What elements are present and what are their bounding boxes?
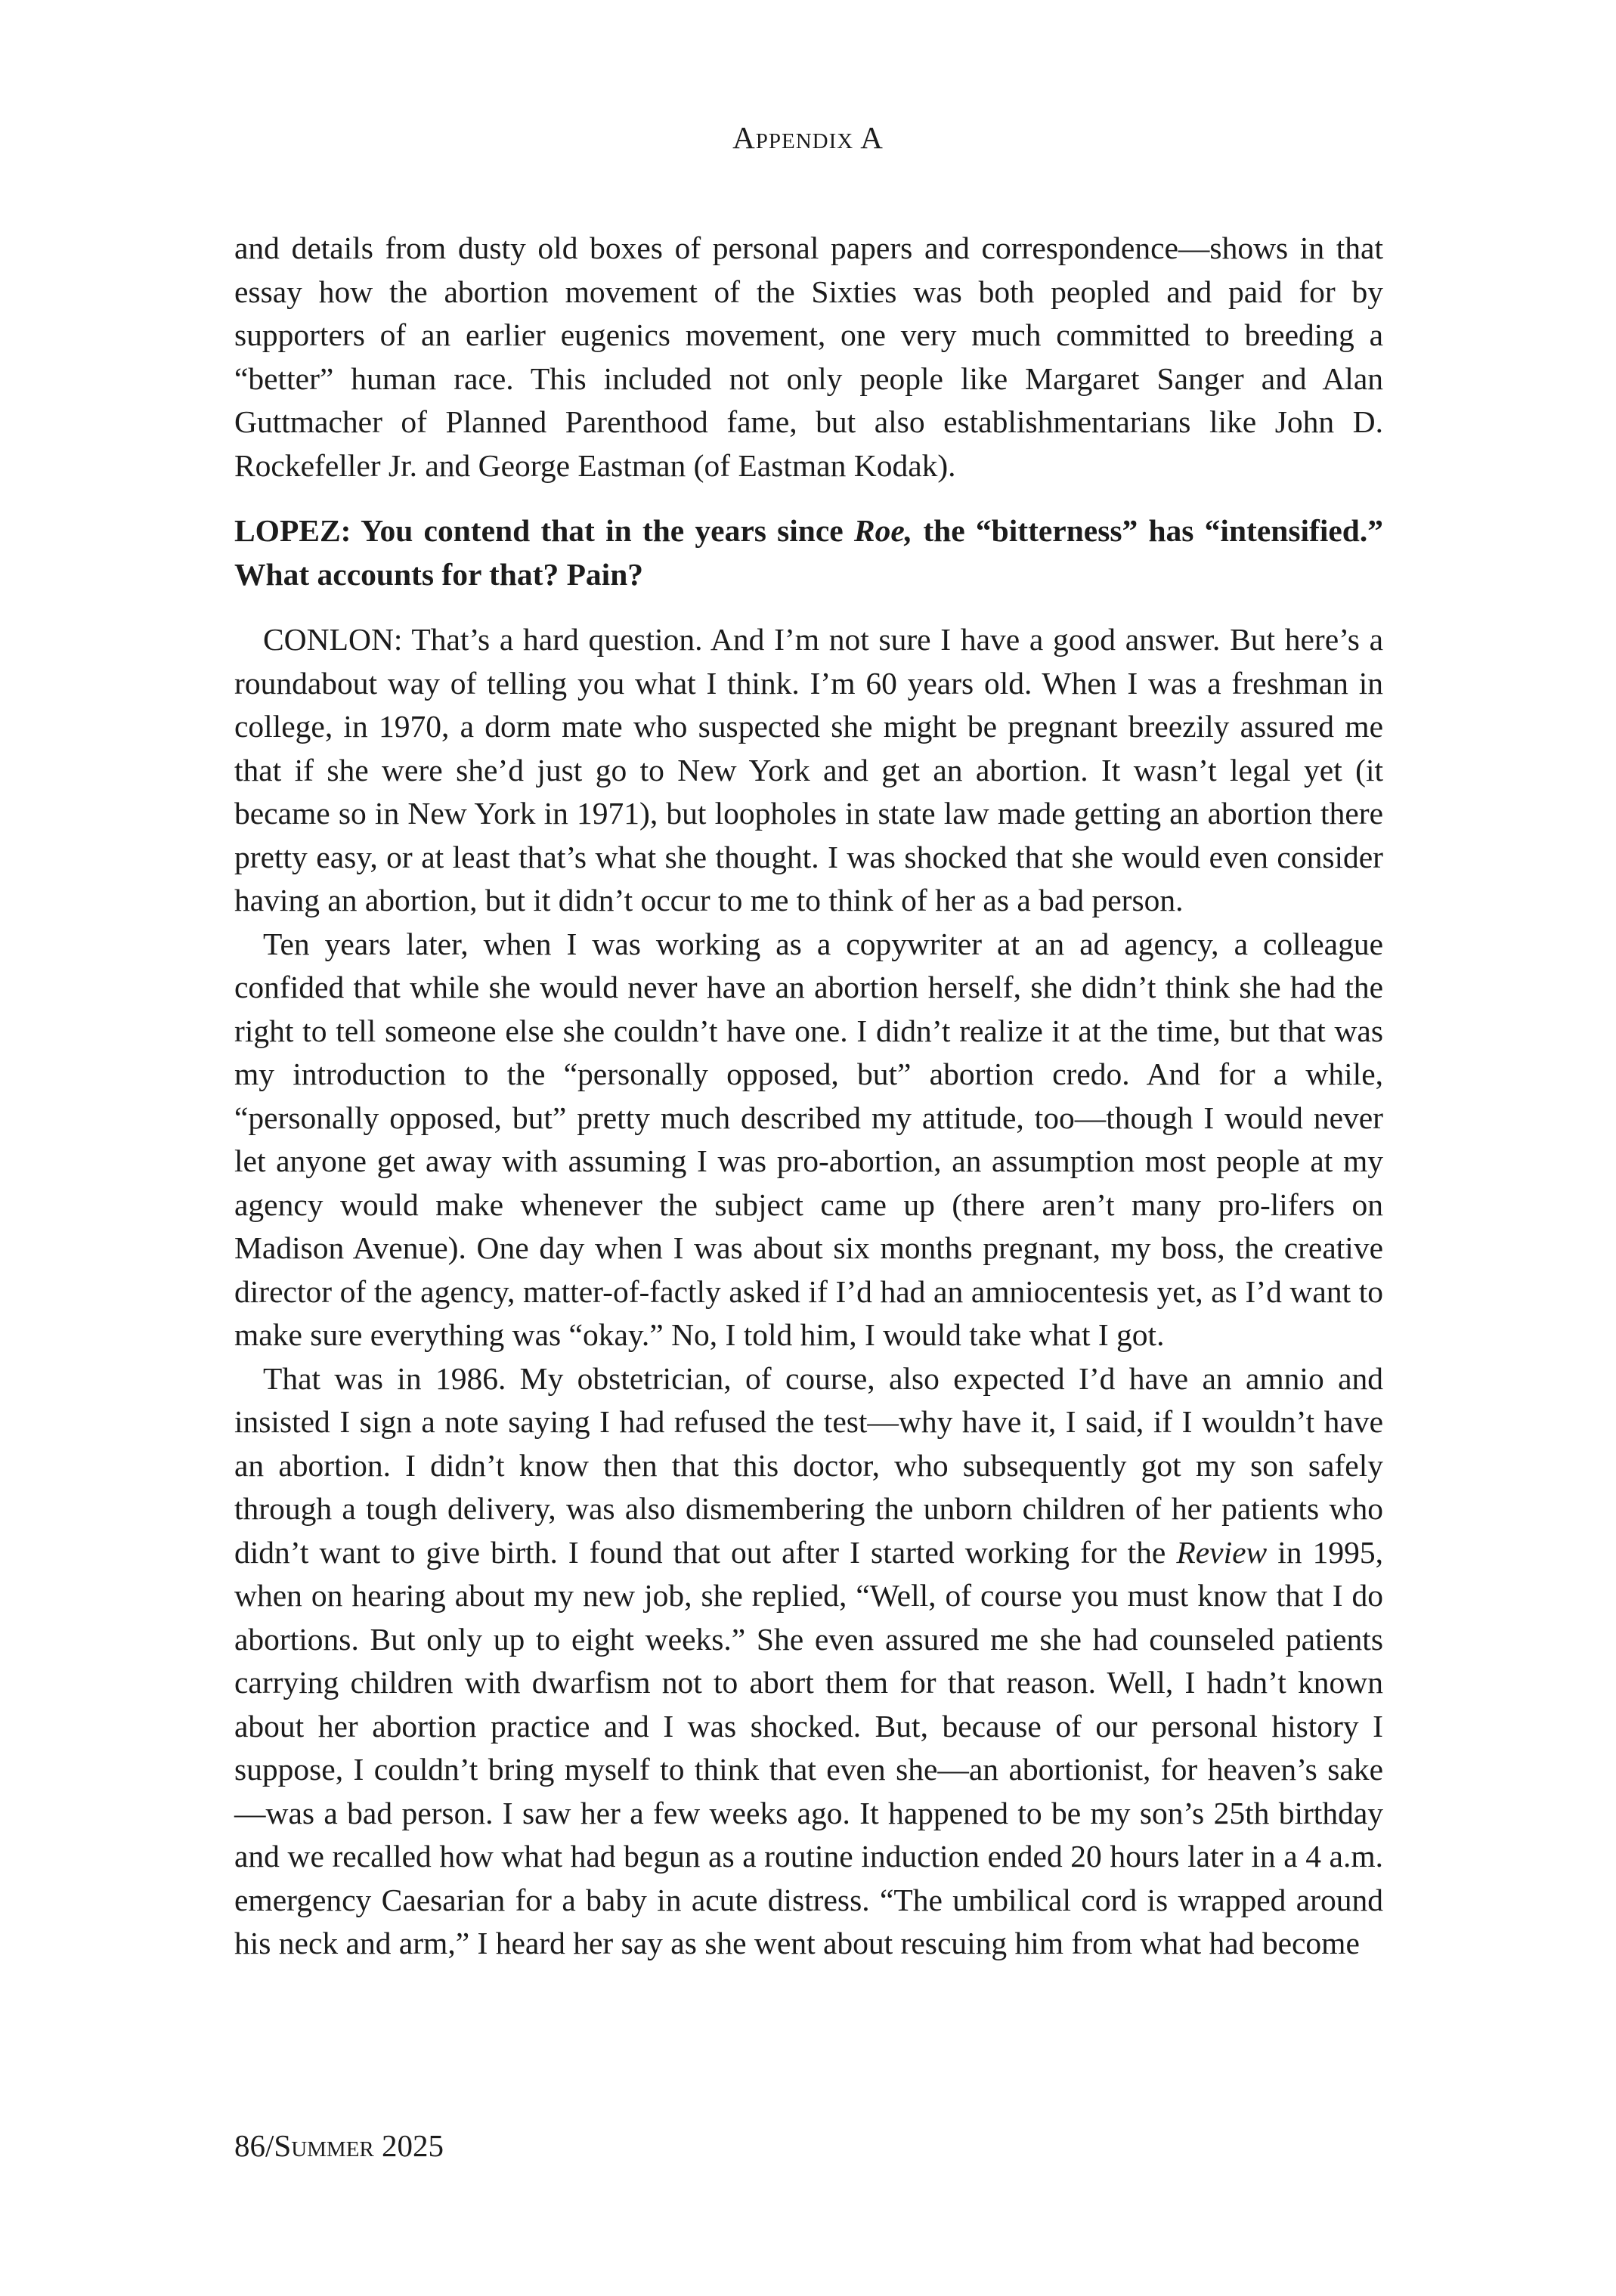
interview-question xyxy=(234,509,1383,596)
running-head: Appendix A xyxy=(732,120,884,155)
page-folio: 86/Summer 2025 xyxy=(234,2128,444,2163)
question-text-start: LOPEZ: You contend that in the years since xyxy=(234,513,854,548)
answer-paragraph-3 xyxy=(234,1357,1383,1966)
answer-3-italic-title: Review xyxy=(1176,1534,1268,1570)
answer-3-text-start: That was in 1986. My obstetrician, of course, also expected I’d have an amnio and insisted I sign a note saying I had refused the test—why have it, I said, if I wouldn’t have an abortion. I didn’t know then that this doctor, who subsequently got my son safely through a tough delivery, was also dismembering the unborn children of her patients who didn’t want to give birth. I found that out after I started working for the xyxy=(234,1360,1383,1570)
question-italic-title: Roe, xyxy=(853,513,913,548)
answer-3-text-end: in 1995, when on hearing about my new job, she replied, “Well, of course you must know that I do abortions. But only up to eight weeks.” She even assured me she had counseled patients carrying children with dwarfism not to abort them for that reason. Well, I hadn’t known about her abortion practice and I was shocked. But, because of our personal history I suppose, I couldn’t bring myself to think that even she—an abortionist, for heaven’s sake—was a bad person. I saw her a few weeks ago. It happened to be my son’s 25th birthday and we recalled how what had begun as a routine induction ended 20 hours later in a 4 a.m. emergency Caesarian for a baby in acute distress. “The umbilical cord is wrapped around his neck and arm,” I heard her say as she went about rescuing him from what had become xyxy=(234,1534,1384,1960)
answer-paragraph-1: CONLON: That’s a hard question. And I’m not sure I have a good answer. But here’s a roundabout way of telling you what I think. I’m 60 years old. When I was a freshman in college, in 1970, a dorm mate who suspected she might be pregnant breezily assured me that if she were she’d just go to New York and get an abortion. It wasn’t legal yet (it became so in New York in 1971), but loopholes in state law made getting an abortion there pretty easy, or at least that’s what she thought. I was shocked that she would even consider having an abortion, but it didn’t occur to me to think of her as a bad person. xyxy=(234,622,1383,917)
continued-paragraph: and details from dusty old boxes of personal papers and correspondence—shows in that essay how the abortion movement of the Sixties was both peopled and paid for by supporters of an earlier eugenics movement, one very much committed to breeding a “better” human race. This included not only people like Margaret Sanger and Alan Guttmacher of Planned Parenthood fame, but also establishmentarians like John D. Rockefeller Jr. and George Eastman (of Eastman Kodak). xyxy=(234,231,1383,483)
answer-paragraph-2: Ten years later, when I was working as a copywriter at an ad agency, a colleague confided that while she would never have an abortion herself, she didn’t think she had the right to tell someone else she couldn’t have one. I didn’t realize it at the time, but that was my introduction to the “personally opposed, but” abortion credo. And for a while, “personally opposed, but” pretty much described my attitude, too—though I would never let anyone get away with assuming I was pro-abortion, an assumption most people at my agency would make whenever the subject came up (there aren’t many pro-lifers on Madison Avenue). One day when I was about six months pregnant, my boss, the creative director of the agency, matter-of-factly asked if I’d had an amniocentesis yet, as I’d want to make sure everything was “okay.” No, I told him, I would take what I got. xyxy=(234,926,1383,1352)
article-body xyxy=(234,227,1383,1966)
question-text-end: the “bitterness” has “intensified.” What accounts for that? Pain? xyxy=(234,513,1383,592)
